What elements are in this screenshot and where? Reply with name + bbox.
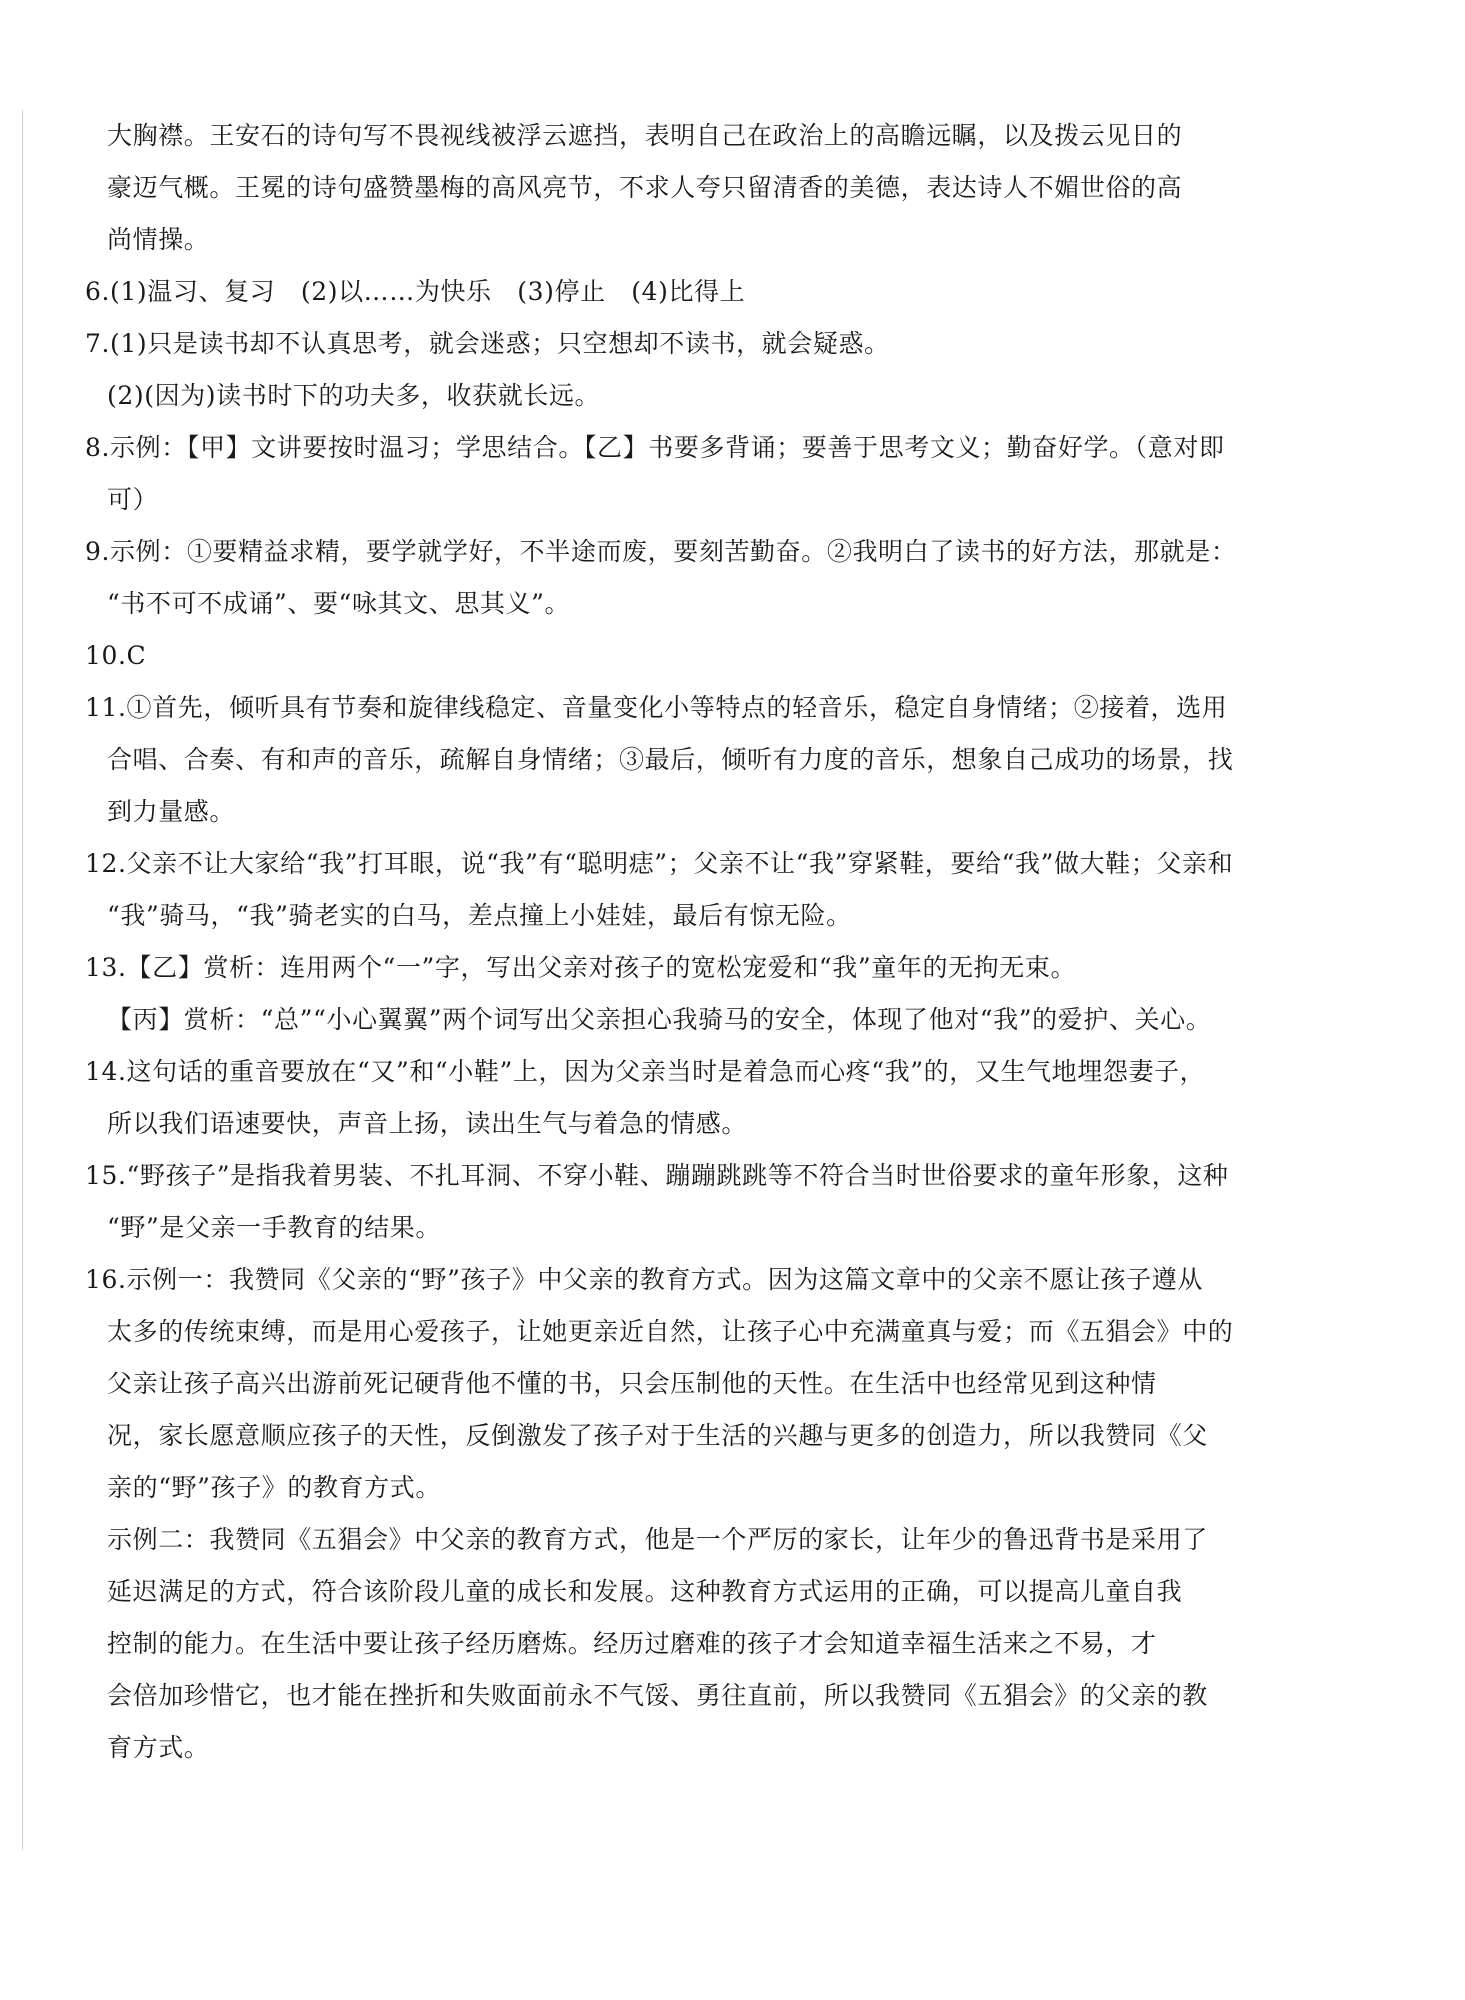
text-line: 到力量感。 (107, 797, 236, 826)
answer-6: 6.(1)温习、复习 (2)以……为快乐 (3)停止 (4)比得上 (85, 277, 746, 306)
text-line: “我”骑马，“我”骑老实的白马，差点撞上小娃娃，最后有惊无险。 (107, 901, 852, 930)
text-line: 会倍加珍惜它，也才能在挫折和失败面前永不气馁、勇往直前，所以我赞同《五猖会》的父亲的教 (107, 1681, 1208, 1710)
answer-9: 9.示例：①要精益求精，要学就学好，不半途而废，要刻苦勤奋。②我明白了读书的好方法，那就是： (85, 537, 1237, 566)
answer-10: 10.C (85, 641, 147, 670)
text-line: 所以我们语速要快，声音上扬，读出生气与着急的情感。 (107, 1109, 748, 1138)
text-line: 父亲让孩子高兴出游前死记硬背他不懂的书，只会压制他的天性。在生活中也经常见到这种情 (107, 1369, 1157, 1398)
text-line: 可） (107, 485, 159, 514)
text-line: 育方式。 (107, 1733, 210, 1762)
text-line: 尚情操。 (107, 225, 210, 254)
answer-text-body (85, 110, 1285, 1774)
answer-15: 15.“野孩子”是指我着男装、不扎耳洞、不穿小鞋、蹦蹦跳跳等不符合当时世俗要求的童年形象，这种 (85, 1161, 1229, 1190)
text-line: 延迟满足的方式，符合该阶段儿童的成长和发展。这种教育方式运用的正确，可以提高儿童自我 (107, 1577, 1183, 1606)
text-line: 豪迈气概。王冕的诗句盛赞墨梅的高风亮节，不求人夸只留清香的美德，表达诗人不媚世俗的高 (107, 173, 1183, 202)
answer-7-part-1: 7.(1)只是读书却不认真思考，就会迷惑；只空想却不读书，就会疑惑。 (85, 329, 890, 358)
answer-16-example-2: 示例二：我赞同《五猖会》中父亲的教育方式，他是一个严厉的家长，让年少的鲁迅背书是采用了 (107, 1525, 1208, 1554)
answer-14: 14.这句话的重音要放在“又”和“小鞋”上，因为父亲当时是着急而心疼“我”的，又生气地埋怨妻子， (85, 1057, 1206, 1086)
answer-13: 13.【乙】赏析：连用两个“一”字，写出父亲对孩子的宽松宠爱和“我”童年的无拘无束。 (85, 953, 1077, 982)
text-line: 控制的能力。在生活中要让孩子经历磨炼。经历过磨难的孩子才会知道幸福生活来之不易，才 (107, 1629, 1157, 1658)
answer-7-part-2: (2)(因为)读书时下的功夫多，收获就长远。 (107, 381, 601, 410)
text-line: 【丙】赏析：“总”“小心翼翼”两个词写出父亲担心我骑马的安全，体现了他对“我”的爱护、关心。 (107, 1005, 1212, 1034)
text-line: 况，家长愿意顺应孩子的天性，反倒激发了孩子对于生活的兴趣与更多的创造力，所以我赞同《父 (107, 1421, 1208, 1450)
text-line: “野”是父亲一手教育的结果。 (107, 1213, 441, 1242)
text-line: “书不可不成诵”、要“咏其文、思其义”。 (107, 589, 571, 618)
text-line: 亲的“野”孩子》的教育方式。 (107, 1473, 441, 1502)
text-line: 太多的传统束缚，而是用心爱孩子，让她更亲近自然，让孩子心中充满童真与爱；而《五猖会》中的 (107, 1317, 1234, 1346)
answer-11: 11.①首先，倾听具有节奏和旋律线稳定、音量变化小等特点的轻音乐，稳定自身情绪；②接着，选用 (85, 693, 1228, 722)
margin-rule (22, 110, 23, 1850)
answer-16-example-1: 16.示例一：我赞同《父亲的“野”孩子》中父亲的教育方式。因为这篇文章中的父亲不愿让孩子遵从 (85, 1265, 1203, 1294)
answer-8: 8.示例：【甲】文讲要按时温习；学思结合。【乙】书要多背诵；要善于思考文义；勤奋好学。（意对即 (85, 433, 1225, 462)
text-line: 大胸襟。王安石的诗句写不畏视线被浮云遮挡，表明自己在政治上的高瞻远瞩，以及拨云见日的 (107, 121, 1183, 150)
text-line: 合唱、合奏、有和声的音乐，疏解自身情绪；③最后，倾听有力度的音乐，想象自己成功的场景，找 (107, 745, 1234, 774)
answer-12: 12.父亲不让大家给“我”打耳眼，说“我”有“聪明痣”；父亲不让“我”穿紧鞋，要给“我”做大鞋；父亲和 (85, 849, 1234, 878)
